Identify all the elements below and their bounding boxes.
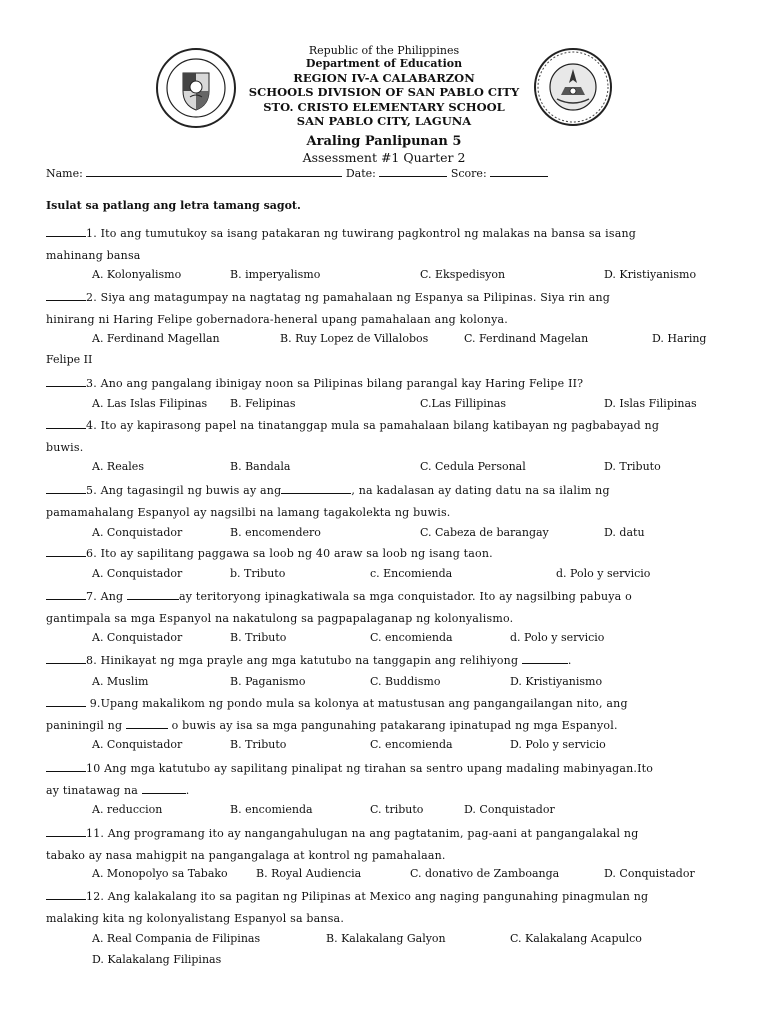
header-region: REGION IV-A CALABARZON	[293, 71, 475, 85]
question-text: ay teritoryong ipinagkatiwala sa mga conquistador. Ito ay nagsilbing pabuya o	[178, 590, 632, 603]
choice-b: B. Bandala	[230, 460, 291, 473]
choice-c: C. Cedula Personal	[420, 460, 526, 473]
inline-blank[interactable]	[281, 483, 351, 494]
question-text: 11. Ang programang ito ay nangangahulugan na ang pagtatanim, pag-aani at pangangalakal ng	[86, 827, 639, 840]
choice-a: A. Conquistador	[92, 526, 183, 539]
question-text: hinirang ni Haring Felipe gobernadora-heneral upang pamahalaan ang kolonya.	[46, 312, 508, 326]
answer-blank[interactable]	[46, 376, 86, 387]
question-9	[46, 693, 726, 736]
question-text: mahinang bansa	[46, 248, 141, 262]
header-department: Department of Education	[305, 57, 463, 70]
header-republic: Republic of the Philippines	[308, 44, 460, 57]
choice-a: A. Real Compania de Filipinas	[92, 932, 261, 945]
choice-c: C. Buddismo	[370, 675, 441, 688]
answer-blank[interactable]	[46, 889, 86, 900]
question-10	[46, 758, 726, 801]
choice-c: c. Encomienda	[370, 567, 453, 580]
inline-blank[interactable]	[142, 783, 186, 794]
choice-b: B. Kalakalang Galyon	[326, 932, 446, 945]
question-7	[46, 586, 726, 629]
choice-a: A. Conquistador	[92, 631, 183, 644]
inline-blank[interactable]	[522, 653, 568, 664]
choice-c: C. encomienda	[370, 738, 453, 751]
question-text: 6. Ito ay sapilitang paggawa sa loob ng 40 araw sa loob ng isang taon.	[86, 547, 493, 560]
header-city: SAN PABLO CITY, LAGUNA	[296, 114, 472, 128]
answer-blank[interactable]	[46, 226, 86, 237]
question-5	[46, 480, 726, 523]
choice-d-continuation: Felipe II	[46, 353, 93, 366]
choice-a: A. Monopolyo sa Tabako	[92, 867, 228, 880]
answer-blank[interactable]	[46, 589, 86, 600]
choice-c: C.Las Fillipinas	[420, 397, 507, 410]
answer-blank[interactable]	[46, 546, 86, 557]
answer-blank[interactable]	[46, 826, 86, 837]
question-1	[46, 223, 726, 266]
choice-b: B. Tributo	[230, 631, 287, 644]
student-info-line	[46, 166, 548, 180]
choice-b: B. encomendero	[230, 526, 321, 539]
choice-b: B. imperyalismo	[230, 268, 321, 281]
choice-a: A. Ferdinand Magellan	[92, 332, 220, 345]
choice-d: D. Kristiyanismo	[510, 675, 603, 688]
question-11	[46, 823, 726, 866]
assessment-title: Assessment #1 Quarter 2	[302, 150, 466, 165]
instruction: Isulat sa patlang ang letra tamang sagot.	[46, 199, 301, 212]
choice-d: D. Conquistador	[464, 803, 555, 816]
question-text: paniningil ng	[46, 718, 126, 732]
question-text: 2. Siya ang matagumpay na nagtatag ng pamahalaan ng Espanya sa Pilipinas. Siya rin ang	[86, 291, 611, 304]
score-blank[interactable]	[490, 166, 548, 177]
question-text: , na kadalasan ay dating datu na sa ilalim ng	[351, 484, 610, 497]
answer-blank[interactable]	[46, 653, 86, 664]
choice-d: d. Polo y servicio	[556, 567, 651, 580]
choice-b: B. Paganismo	[230, 675, 306, 688]
question-text: 9.Upang makalikom ng pondo mula sa kolonya at matustusan ang pangangailangan nito, ang	[86, 697, 628, 710]
inline-blank[interactable]	[127, 589, 179, 600]
answer-blank[interactable]	[46, 761, 86, 772]
question-3	[46, 373, 726, 395]
choice-d: D. Haring	[652, 332, 707, 345]
question-8	[46, 650, 726, 672]
question-text: 5. Ang tagasingil ng buwis ay ang	[86, 484, 282, 497]
choice-d: D. Kristiyanismo	[604, 268, 697, 281]
choice-a: A. Muslim	[92, 675, 149, 688]
choice-c: C. Cabeza de barangay	[420, 526, 549, 539]
choice-d: D. Islas Filipinas	[604, 397, 697, 410]
choice-c: C. tributo	[370, 803, 424, 816]
choice-b: B. Felipinas	[230, 397, 296, 410]
question-text: .	[567, 654, 572, 667]
question-text: malaking kita ng kolonyalistang Espanyol sa bansa.	[46, 911, 345, 925]
choice-a: A. Conquistador	[92, 567, 183, 580]
choice-a: A. Reales	[92, 460, 144, 473]
question-text: pamamahalang Espanyol ay nagsilbi na lamang tagakolekta ng buwis.	[46, 505, 451, 519]
choice-c: C. donativo de Zamboanga	[410, 867, 560, 880]
question-text: .	[185, 783, 190, 797]
question-text: o buwis ay isa sa mga pangunahing patakarang ipinatupad ng mga Espanyol.	[167, 718, 618, 732]
name-label: Name:	[46, 167, 83, 180]
answer-blank[interactable]	[46, 483, 86, 494]
date-label: Date:	[345, 167, 376, 180]
question-text: 10 Ang mga katutubo ay sapilitang pinalipat ng tirahan sa sentro upang madaling mabinyagan.Ito	[86, 762, 654, 775]
choice-b: B. Ruy Lopez de Villalobos	[280, 332, 429, 345]
choice-b: B. encomienda	[230, 803, 313, 816]
question-text: 4. Ito ay kapirasong papel na tinatanggap mula sa pamahalaan bilang katibayan ng pagbabayad ng	[86, 419, 660, 432]
choice-d: D. Tributo	[604, 460, 661, 473]
answer-blank[interactable]	[46, 696, 86, 707]
question-text: buwis.	[46, 440, 84, 454]
choice-b: b. Tributo	[230, 567, 286, 580]
choice-d: D. Polo y servicio	[510, 738, 606, 751]
choice-b: B. Royal Audiencia	[256, 867, 362, 880]
choice-c: C. encomienda	[370, 631, 453, 644]
choice-a: A. Kolonyalismo	[92, 268, 182, 281]
question-text: 3. Ano ang pangalang ibinigay noon sa Pilipinas bilang parangal kay Haring Felipe II?	[86, 377, 584, 390]
question-text: ay tinatawag na	[46, 783, 142, 797]
choice-d: D. Kalakalang Filipinas	[92, 953, 222, 966]
name-blank[interactable]	[86, 166, 342, 177]
question-text: gantimpala sa mga Espanyol na nakatulong sa pagpapalaganap ng kolonyalismo.	[46, 611, 514, 625]
choice-a: A. reduccion	[92, 803, 163, 816]
header-school: STO. CRISTO ELEMENTARY SCHOOL	[263, 100, 505, 114]
choice-c: C. Ferdinand Magelan	[464, 332, 589, 345]
question-12	[46, 886, 726, 929]
question-2	[46, 287, 726, 330]
choice-d: d. Polo y servicio	[510, 631, 605, 644]
answer-blank[interactable]	[46, 290, 86, 301]
choice-c: C. Kalakalang Acapulco	[510, 932, 642, 945]
question-text: tabako ay nasa mahigpit na pangangalaga at kontrol ng pamahalaan.	[46, 848, 446, 862]
choice-c: C. Ekspedisyon	[420, 268, 506, 281]
choice-b: B. Tributo	[230, 738, 287, 751]
question-text: 12. Ang kalakalang ito sa pagitan ng Pilipinas at Mexico ang naging pangunahing pinagmulan ng	[86, 890, 649, 903]
question-text: 1. Ito ang tumutukoy sa isang patakaran ng tuwirang pagkontrol ng malakas na bansa sa isang	[86, 227, 636, 240]
choice-a: A. Las Islas Filipinas	[92, 397, 208, 410]
question-4	[46, 415, 726, 458]
subject-title: Araling Panlipunan 5	[306, 134, 462, 149]
date-blank[interactable]	[379, 166, 447, 177]
question-text: 7. Ang	[86, 590, 127, 603]
answer-blank[interactable]	[46, 418, 86, 429]
choice-d: D. Conquistador	[604, 867, 695, 880]
choice-a: A. Conquistador	[92, 738, 183, 751]
score-label: Score:	[450, 167, 487, 180]
choice-d: D. datu	[604, 526, 645, 539]
inline-blank[interactable]	[126, 718, 168, 729]
header-division: SCHOOLS DIVISION OF SAN PABLO CITY	[248, 85, 520, 99]
question-text: 8. Hinikayat ng mga prayle ang mga katutubo na tanggapin ang relihiyong	[86, 654, 522, 667]
question-6	[46, 543, 726, 565]
